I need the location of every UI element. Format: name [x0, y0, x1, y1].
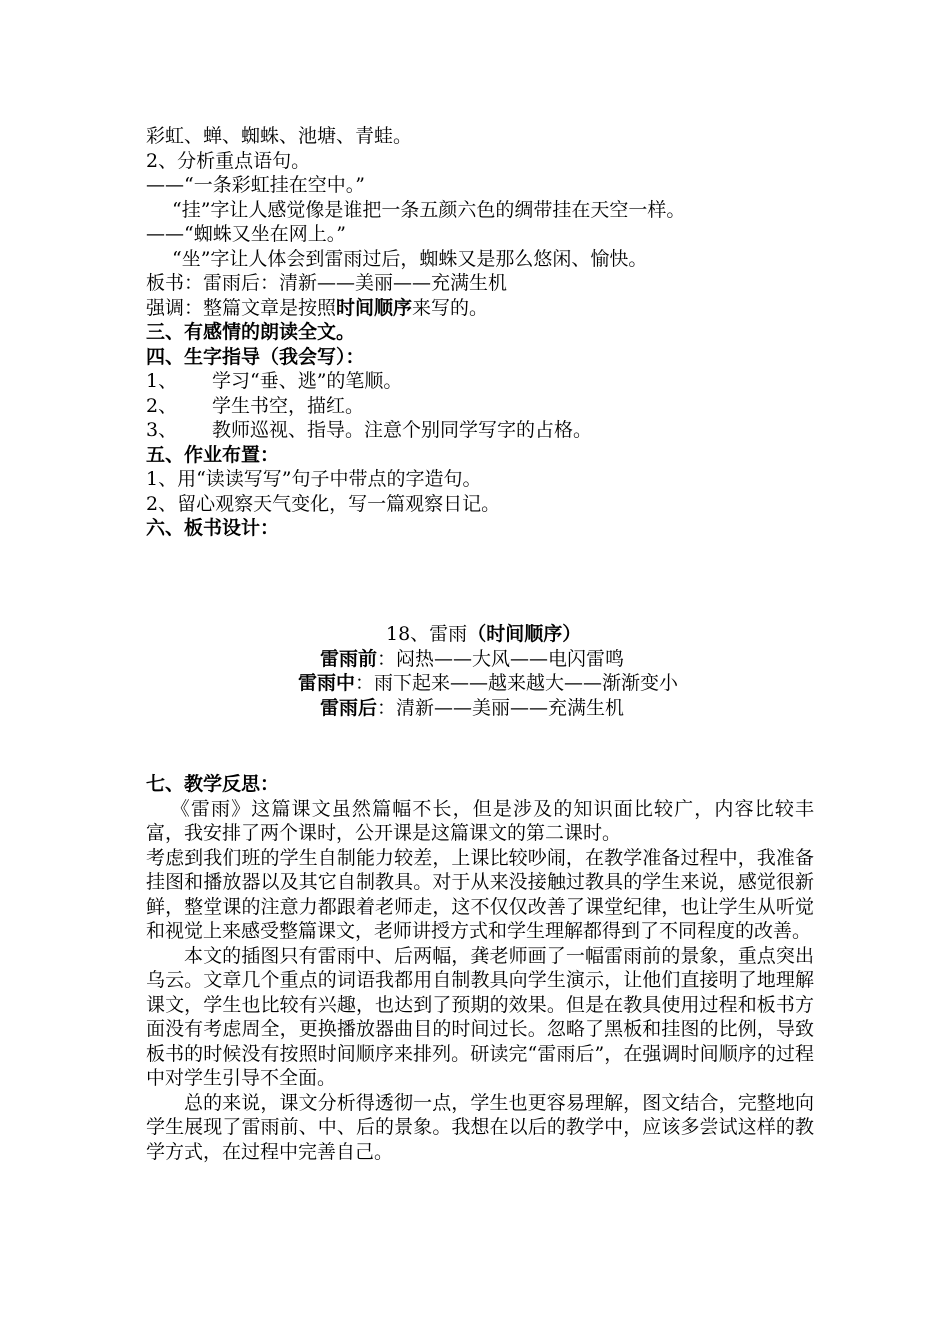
text-line: ——“一条彩虹挂在空中。” — [146, 174, 365, 196]
list-number: 2、 — [146, 394, 178, 417]
text-line: “坐”字让人体会到雷雨过后，蜘蛛又是那么悠闲、愉快。 — [172, 247, 648, 270]
emphasis-bold: 时间顺序 — [336, 296, 413, 319]
section-heading: 七、教学反思： — [146, 773, 280, 795]
board-row-text: ：清新——美丽——充满生机 — [377, 696, 625, 719]
text-line: “挂”字让人感觉像是谁把一条五颜六色的绸带挂在天空一样。 — [172, 198, 686, 221]
emphasis-line — [146, 296, 816, 321]
board-title — [146, 622, 816, 647]
list-number: 3、 — [146, 419, 178, 441]
blackboard-design — [146, 622, 816, 720]
section-heading: 三、有感情的朗读全文。 — [146, 321, 356, 343]
lesson-plan-top — [146, 124, 816, 541]
list-number: 1、 — [146, 370, 178, 392]
text-line: 1、用“读读写写”句子中带点的字造句。 — [146, 468, 482, 490]
list-text: 教师巡视、指导。注意个别同学写字的占格。 — [212, 419, 593, 441]
text-line: ——“蜘蛛又坐在网上。” — [146, 223, 346, 245]
board-row-label: 雷雨前 — [320, 647, 378, 670]
section-heading: 六、板书设计： — [146, 517, 280, 539]
list-text: 学生书空，描红。 — [212, 394, 365, 417]
list-text: 学习“垂、逃”的笔顺。 — [212, 370, 403, 392]
board-row-text: ：闷热——大风——电闪雷鸣 — [377, 647, 625, 670]
teaching-reflection — [146, 772, 814, 1164]
paragraph: 《雷雨》这篇课文虽然篇幅不长，但是涉及的知识面比较广，内容比较丰富，我安排了两个课时，公开课是这篇课文的第二课时。 — [146, 797, 814, 844]
text-line: 2、分析重点语句。 — [146, 149, 311, 172]
board-title-bold: （时间顺序） — [467, 623, 582, 645]
board-title-text: 18、雷雨 — [386, 623, 468, 645]
board-row-text: ：雨下起来——越来越大——渐渐变小 — [355, 672, 679, 694]
board-row — [146, 696, 816, 721]
board-row — [146, 647, 816, 672]
list-item — [146, 418, 816, 443]
emphasis-prefix: 强调：整篇文章是按照 — [146, 296, 337, 319]
text-line: 板书：雷雨后：清新——美丽——充满生机 — [146, 272, 508, 294]
list-item — [146, 369, 816, 394]
board-row-label: 雷雨中 — [298, 672, 356, 694]
board-row-label: 雷雨后 — [320, 696, 378, 719]
board-row — [146, 671, 816, 696]
paragraph: 考虑到我们班的学生自制能力较差，上课比较吵闹，在教学准备过程中，我准备挂图和播放器以及其它自制教具。对于从来没接触过教具的学生来说，感觉很新鲜，整堂课的注意力都跟着老师走，这不仅仅改善了课堂纪律，也让学生从听觉和视觉上来感受整篇课文，老师讲授方式和学生理解都得到了不同程度的改善。 — [146, 846, 814, 942]
section-heading: 四、生字指导（我会写）： — [146, 345, 365, 368]
text-line: 彩虹、蝉、蜘蛛、池塘、青蛙。 — [146, 125, 413, 147]
paragraph: 本文的插图只有雷雨中、后两幅，龚老师画了一幅雷雨前的景象，重点突出乌云。文章几个重点的词语我都用自制教具向学生演示，让他们直接明了地理解课文，学生也比较有兴趣，也达到了预期的效果。但是在教具使用过程和板书方面没有考虑周全，更换播放器曲目的时间过长。忽略了黑板和挂图的比例，导致板书的时候没有按照时间顺序来排列。研读完“雷雨后”，在强调时间顺序的过程中对学生引导不全面。 — [146, 944, 814, 1089]
list-item — [146, 394, 816, 419]
section-heading: 五、作业布置： — [146, 443, 280, 466]
emphasis-suffix: 来写的。 — [412, 296, 489, 319]
text-line: 2、留心观察天气变化，写一篇观察日记。 — [146, 492, 501, 515]
paragraph: 总的来说，课文分析得透彻一点，学生也更容易理解，图文结合，完整地向学生展现了雷雨前、中、后的景象。我想在以后的教学中，应该多尝试这样的教学方式，在过程中完善自己。 — [146, 1091, 814, 1163]
